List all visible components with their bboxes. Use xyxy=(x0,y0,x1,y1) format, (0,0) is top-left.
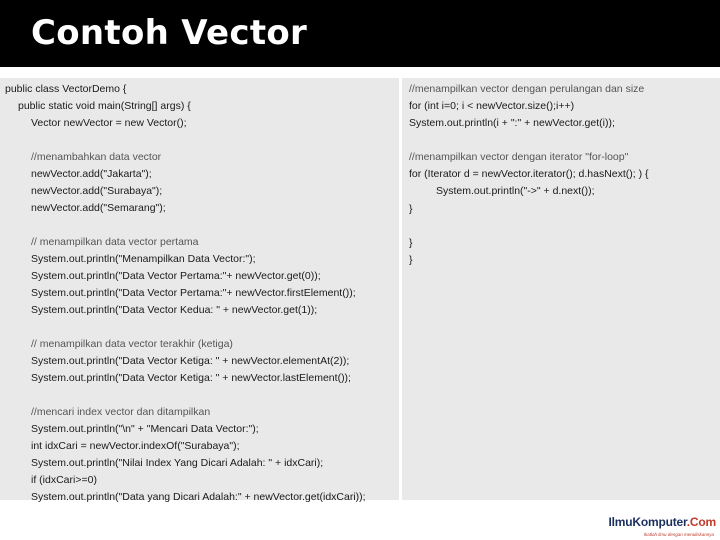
code-line: System.out.println("Data Vector Kedua: " + newVector.get(1)); xyxy=(31,304,318,316)
code-line: newVector.add("Semarang"); xyxy=(31,202,166,214)
code-panel-right xyxy=(402,78,720,500)
code-line: public static void main(String[] args) { xyxy=(18,100,191,112)
code-comment: //mencari index vector dan ditampilkan xyxy=(31,406,211,418)
code-line: System.out.println("Data Vector Pertama:"+ newVector.get(0)); xyxy=(31,270,321,282)
code-line: System.out.println("Data Vector Ketiga: " + newVector.elementAt(2)); xyxy=(31,355,350,367)
code-line: System.out.println("Data yang Dicari Adalah:" + newVector.get(idxCari)); xyxy=(31,491,366,503)
code-comment: //menampilkan vector dengan perulangan dan size xyxy=(409,83,645,95)
code-line: for (Iterator d = newVector.iterator(); d.hasNext(); ) { xyxy=(409,168,649,180)
code-line: for (int i=0; i < newVector.size();i++) xyxy=(409,100,575,112)
code-comment: //menambahkan data vector xyxy=(31,151,162,163)
code-line: public class VectorDemo { xyxy=(5,83,127,95)
code-line: int idxCari = newVector.indexOf("Surabaya"); xyxy=(31,440,240,452)
code-line: System.out.println(i + ":" + newVector.get(i)); xyxy=(409,117,615,129)
code-line: System.out.println("->" + d.next()); xyxy=(436,185,595,197)
code-line: System.out.println("Nilai Index Yang Dicari Adalah: " + idxCari); xyxy=(31,457,324,469)
logo-text: IlmuKomputer.Com xyxy=(608,515,716,529)
code-line: System.out.println("Menampilkan Data Vector:"); xyxy=(31,253,256,265)
code-line: System.out.println("Data Vector Ketiga: " + newVector.lastElement()); xyxy=(31,372,351,384)
code-line: if (idxCari>=0) xyxy=(31,474,97,486)
logo-tagline: Ikatlah ilmu dengan menuliskannya xyxy=(643,532,714,537)
code-line: System.out.println("Data Vector Pertama:"+ newVector.firstElement()); xyxy=(31,287,356,299)
code-line: } xyxy=(409,237,413,249)
code-line: newVector.add("Surabaya"); xyxy=(31,185,163,197)
code-comment: //menampilkan vector dengan iterator "for-loop" xyxy=(409,151,629,163)
slide-title: Contoh Vector xyxy=(31,13,308,53)
title-bar xyxy=(0,0,720,67)
code-line: } xyxy=(409,254,413,266)
code-comment: // menampilkan data vector terakhir (ketiga) xyxy=(31,338,233,350)
code-comment: // menampilkan data vector pertama xyxy=(31,236,199,248)
code-line: Vector newVector = new Vector(); xyxy=(31,117,187,129)
ilmukomputer-logo xyxy=(608,515,716,539)
code-line: } xyxy=(409,203,413,215)
code-line: newVector.add("Jakarta"); xyxy=(31,168,152,180)
code-line: System.out.println("\n" + "Mencari Data Vector:"); xyxy=(31,423,259,435)
